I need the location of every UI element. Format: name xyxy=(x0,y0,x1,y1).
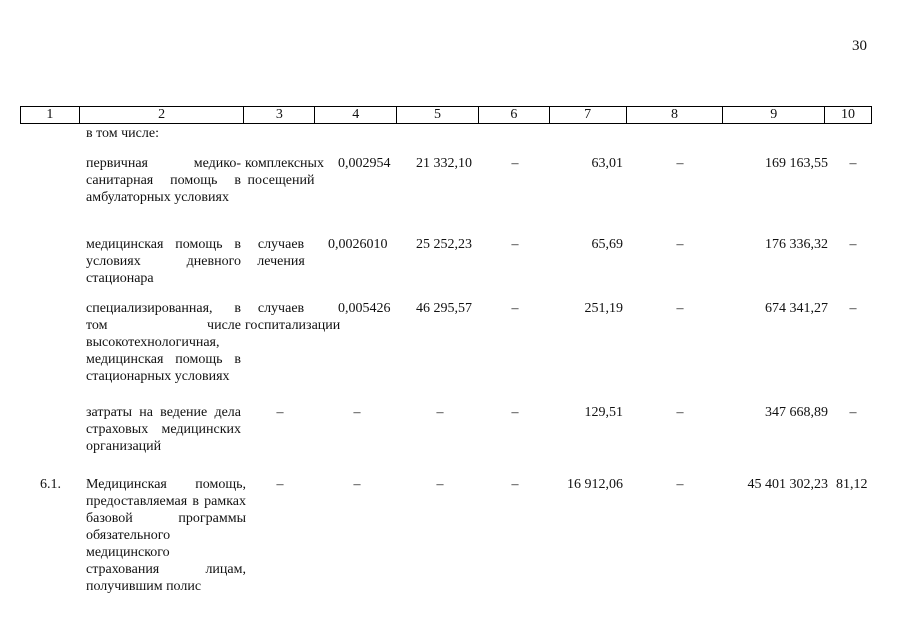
row-name: специализированная, в том числе высокотехнологичная, медицинская помощь в стационарных условиях xyxy=(86,301,241,384)
row-c7: 16 912,06 xyxy=(567,477,623,492)
row-unit: случаев лечения xyxy=(257,237,305,269)
row-c7: 129,51 xyxy=(584,405,623,420)
row-c8: – xyxy=(676,156,684,171)
row-c10: – xyxy=(849,405,857,420)
row-c9: 176 336,32 xyxy=(765,237,828,252)
header-col-3: 3 xyxy=(244,107,315,123)
row-c4: 0,0026010 xyxy=(328,237,388,252)
header-col-1: 1 xyxy=(21,107,80,123)
row-c10: – xyxy=(849,156,857,171)
row-c6: – xyxy=(511,477,519,492)
row-c5: 25 252,23 xyxy=(416,237,472,252)
row-c7: 251,19 xyxy=(584,301,623,316)
row-c7: 63,01 xyxy=(591,156,623,171)
row-unit: – xyxy=(276,477,284,492)
header-col-7: 7 xyxy=(550,107,627,123)
row-unit: – xyxy=(276,405,284,420)
row-c9: 347 668,89 xyxy=(765,405,828,420)
row-c5: – xyxy=(436,405,444,420)
row-c5: – xyxy=(436,477,444,492)
row-c4: – xyxy=(353,477,361,492)
row-c10: 81,12 xyxy=(836,477,868,492)
row-c5: 21 332,10 xyxy=(416,156,472,171)
row-c9: 674 341,27 xyxy=(765,301,828,316)
row-c6: – xyxy=(511,405,519,420)
row-c8: – xyxy=(676,477,684,492)
row-c9: 169 163,55 xyxy=(765,156,828,171)
row-c8: – xyxy=(676,405,684,420)
row-unit: случаев госпитализации xyxy=(245,301,341,333)
header-col-5: 5 xyxy=(397,107,479,123)
header-col-4: 4 xyxy=(315,107,397,123)
row-c4: 0,002954 xyxy=(338,156,391,171)
row-c8: – xyxy=(676,301,684,316)
row-c6: – xyxy=(511,237,519,252)
row-name: Медицинская помощь, предоставляемая в рамках базовой программы обязательного медицинского страхования лицам, получившим полис xyxy=(86,477,246,594)
row-name: затраты на ведение дела страховых медицинских организаций xyxy=(86,405,241,454)
row-c6: – xyxy=(511,301,519,316)
header-col-6: 6 xyxy=(479,107,550,123)
row-c6: – xyxy=(511,156,519,171)
row-c7: 65,69 xyxy=(591,237,623,252)
header-col-8: 8 xyxy=(627,107,724,123)
row-c4: 0,005426 xyxy=(338,301,391,316)
header-col-10: 10 xyxy=(841,107,856,122)
row-c9: 45 401 302,23 xyxy=(747,477,828,492)
row-c8: – xyxy=(676,237,684,252)
row-unit: комплексных посещений xyxy=(245,156,324,188)
row-num: 6.1. xyxy=(40,477,61,492)
header-col-2: 2 xyxy=(80,107,245,123)
row-c10: – xyxy=(849,237,857,252)
header-col-9: 9 xyxy=(723,107,825,123)
row-name: первичная медико-санитарная помощь в амбулаторных условиях xyxy=(86,156,241,205)
row-c4: – xyxy=(353,405,361,420)
table-header xyxy=(20,106,872,124)
page-number: 30 xyxy=(852,38,867,54)
intro-label: в том числе: xyxy=(86,126,159,141)
row-c5: 46 295,57 xyxy=(416,301,472,316)
row-name: медицинская помощь в условиях дневного стационара xyxy=(86,237,241,286)
row-c10: – xyxy=(849,301,857,316)
